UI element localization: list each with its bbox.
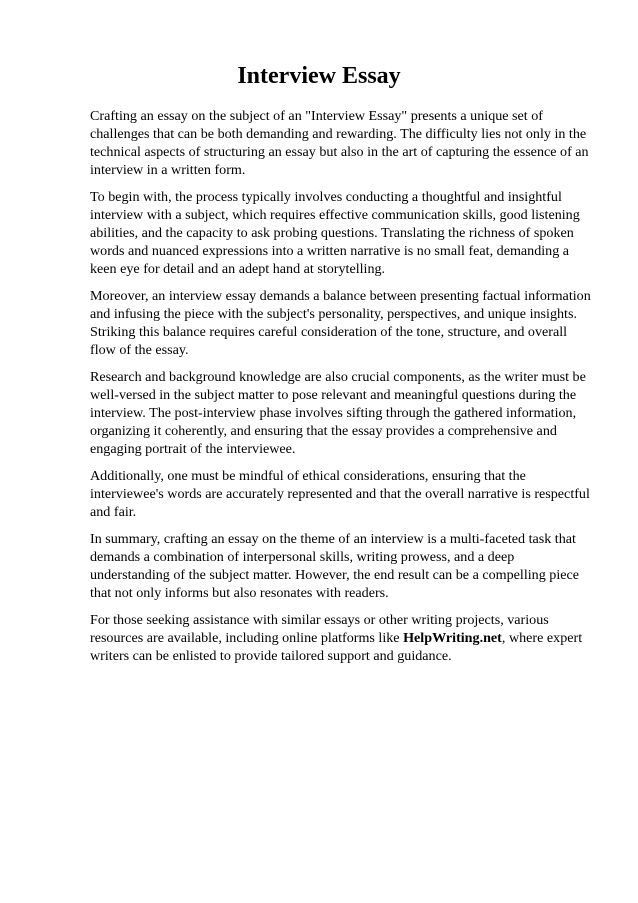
paragraph-balance: Moreover, an interview essay demands a balance between presenting factual information and infusing the piece with the subject's personality, perspectives, and unique insights. Striking this balance requires careful consideration of the tone, structure, and overall flow of the essay. [90, 288, 591, 358]
document-title: Interview Essay [237, 63, 401, 89]
brand-name: HelpWriting.net [403, 630, 502, 646]
paragraph-intro: Crafting an essay on the subject of an "Interview Essay" presents a unique set of challenges that can be both demanding and rewarding. The difficulty lies not only in the technical aspects of structuring an essay but also in the art of capturing the essence of an interview in a written form. [90, 108, 589, 178]
paragraph-resources [90, 611, 595, 665]
document-body [90, 107, 595, 674]
paragraph-summary: In summary, crafting an essay on the theme of an interview is a multi-faceted task that demands a combination of interpersonal skills, writing prowess, and a deep understanding of the subject matter. However, the end result can be a compelling piece that not only informs but also resonates with readers. [90, 531, 580, 601]
resources-text-before: For those seeking assistance with similar essays or other writing projects, various resources are available, including online platforms like [90, 612, 549, 646]
resources-text-after: , where expert writers can be enlisted to provide tailored support and guidance. [90, 630, 583, 664]
paragraph-process: To begin with, the process typically involves conducting a thoughtful and insightful interview with a subject, which requires effective communication skills, good listening abilities, and the capacity to ask probing questions. Translating the richness of spoken words and nuanced expressions into a written narrative is no small feat, demanding a keen eye for detail and an adept hand at storytelling. [90, 189, 580, 277]
paragraph-ethics: Additionally, one must be mindful of ethical considerations, ensuring that the interviewee's words are accurately represented and that the overall narrative is respectful and fair. [90, 468, 590, 520]
paragraph-research: Research and background knowledge are also crucial components, as the writer must be well-versed in the subject matter to pose relevant and meaningful questions during the interview. The post-interview phase involves sifting through the gathered information, organizing it coherently, and ensuring that the essay provides a comprehensive and engaging portrait of the interviewee. [90, 369, 586, 457]
